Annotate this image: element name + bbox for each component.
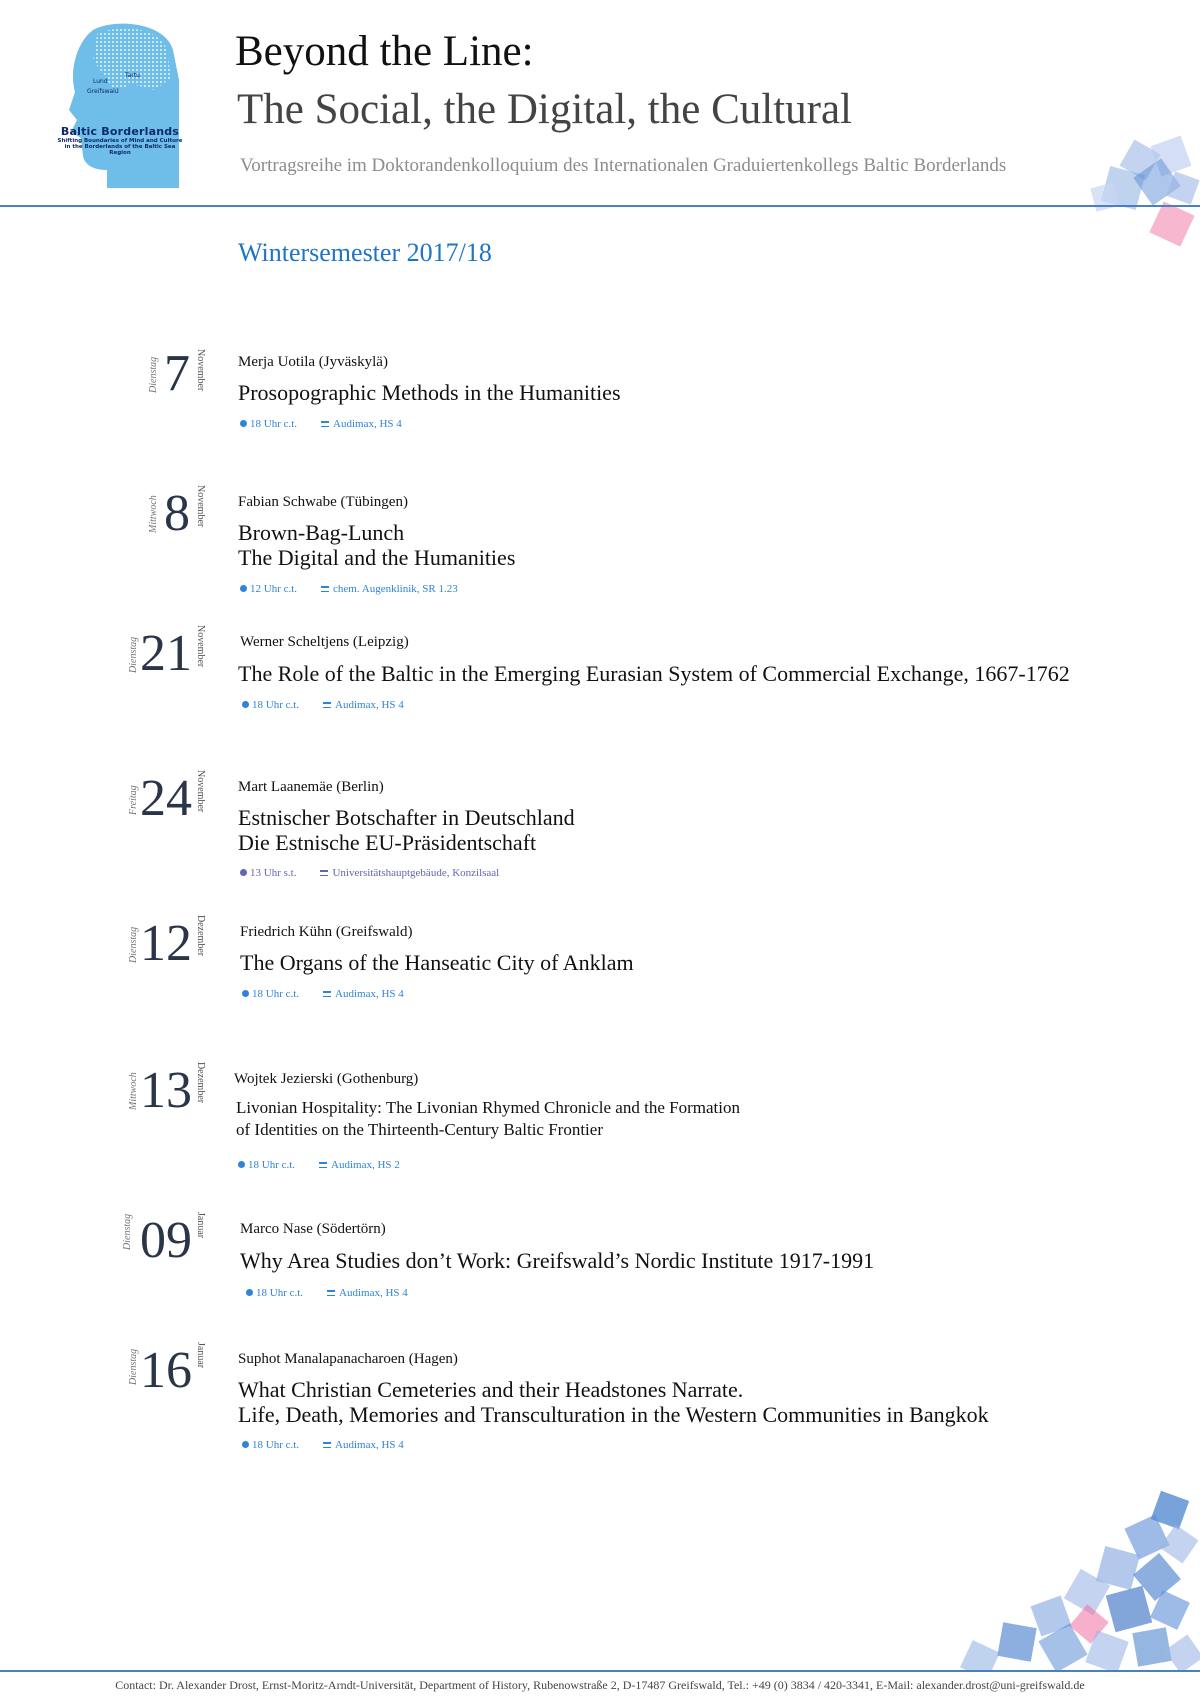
logo-city-greifswald: Greifswald [87,88,119,95]
clock-icon [240,869,247,876]
event-speaker: Fabian Schwabe (Tübingen) [238,494,408,510]
event-weekday: Dienstag [122,1213,133,1250]
event-weekday: Dienstag [148,356,159,393]
head-silhouette-icon [55,20,185,188]
event-weekday: Mittwoch [128,1072,139,1110]
clock-icon [246,1289,253,1296]
clock-icon [240,585,247,592]
building-icon [327,1290,335,1296]
semester-heading: Wintersemester 2017/18 [238,238,492,267]
building-icon [321,586,329,592]
event-meta [242,1439,404,1451]
footer-divider [0,1670,1200,1672]
logo-city-lund: Lund [93,78,108,85]
event-title-line: Die Estnische EU-Präsidentschaft [238,830,537,855]
event-weekday: Dienstag [128,636,139,673]
event-place: Audimax, HS 4 [339,1287,408,1299]
logo-tagline-2: in the Borderlands of the Baltic Sea Region [64,144,176,156]
event-meta [242,988,404,1000]
event-place: Universitätshauptgebäude, Konzilsaal [332,867,500,879]
page-title-line-2: The Social, the Digital, the Cultural [237,86,852,133]
event-title [238,1377,989,1427]
event-meta [238,1159,400,1171]
event-speaker: Suphot Manalapanacharoen (Hagen) [238,1351,458,1367]
footer-contact: Contact: Dr. Alexander Drost, Ernst-Moritz-Arndt-Universität, Department of History, Rubenowstraße 2, D-17487 Greifswald, Tel.: +49 (0) 3834 / 420-3341, E-Mail: alexander.drost@uni-greifswald.de [115,1678,1085,1692]
event-title-line: Estnischer Botschafter in Deutschland [238,805,575,830]
event-day: 24 [140,770,192,827]
event-title [236,1097,740,1141]
clock-icon [242,1441,249,1448]
event-title-line: Why Area Studies don’t Work: Greifswald’s Nordic Institute 1917-1991 [240,1248,875,1273]
page-title-line-1: Beyond the Line: [235,28,534,75]
event-meta [240,867,499,879]
event-meta [240,583,458,595]
event-title [240,950,634,975]
event-speaker: Merja Uotila (Jyväskylä) [238,354,388,370]
logo-title: Baltic Borderlands [60,125,180,138]
clock-icon [242,701,249,708]
event-place: Audimax, HS 4 [335,988,404,1000]
event-meta [240,418,402,430]
event-title [238,805,575,855]
building-icon [319,1162,327,1168]
building-icon [323,991,331,997]
event-meta [242,699,404,711]
event-title-line: Livonian Hospitality: The Livonian Rhymed Chronicle and the Formation [236,1098,740,1117]
event-month: Januar [195,1212,206,1239]
event-day: 16 [140,1342,192,1399]
event-title-line: Prosopographic Methods in the Humanities [238,380,621,405]
event-title-line: of Identities on the Thirteenth-Century Baltic Frontier [236,1120,603,1139]
event-day: 12 [140,915,192,972]
event-month: November [195,770,206,813]
header-divider [0,205,1200,207]
event-place: Audimax, HS 4 [333,418,402,430]
event-title-line: The Digital and the Humanities [238,545,516,570]
logo-city-tartu: Tartu [125,72,140,79]
event-time: 18 Uhr c.t. [256,1287,304,1299]
event-day: 7 [164,345,190,402]
event-speaker: Marco Nase (Södertörn) [240,1221,386,1237]
event-title-line: What Christian Cemeteries and their Headstones Narrate. [238,1377,744,1402]
logo-text [55,125,185,156]
event-place: Audimax, HS 4 [335,699,404,711]
event-place: Audimax, HS 2 [331,1159,400,1171]
event-speaker: Werner Scheltjens (Leipzig) [240,634,409,650]
event-month: Januar [195,1342,206,1369]
event-time: 18 Uhr c.t. [252,988,300,1000]
event-title [238,661,1070,686]
building-icon [323,702,331,708]
clock-icon [240,420,247,427]
event-month: Dezember [195,1062,206,1104]
event-time: 13 Uhr s.t. [250,867,297,879]
event-weekday: Freitag [128,785,139,815]
building-icon [320,870,328,876]
decorative-squares-bottom [960,1490,1200,1670]
event-day: 13 [140,1062,192,1119]
logo-tagline-1: Shifting Boundaries of Mind and Culture [57,138,183,144]
event-weekday: Dienstag [128,926,139,963]
event-month: Dezember [195,915,206,957]
event-title-line: The Role of the Baltic in the Emerging Eurasian System of Commercial Exchange, 1667-1762 [238,661,1070,686]
event-weekday: Mittwoch [148,495,159,533]
event-title [240,1248,874,1273]
event-title-line: Life, Death, Memories and Transculturation in the Western Communities in Bangkok [238,1402,989,1427]
event-time: 18 Uhr c.t. [252,1439,300,1451]
event-meta [246,1287,408,1299]
event-month: November [195,349,206,392]
page-subtitle: Vortragsreihe im Doktorandenkolloquium des Internationalen Graduiertenkollegs Baltic Borderlands [240,155,1007,176]
event-time: 12 Uhr c.t. [250,583,298,595]
event-day: 21 [140,625,192,682]
event-place: Audimax, HS 4 [335,1439,404,1451]
clock-icon [242,990,249,997]
event-title [238,520,515,570]
event-speaker: Wojtek Jezierski (Gothenburg) [234,1071,419,1087]
event-month: November [195,485,206,528]
event-time: 18 Uhr c.t. [250,418,298,430]
event-speaker: Friedrich Kühn (Greifswald) [240,924,413,940]
event-time: 18 Uhr c.t. [248,1159,296,1171]
event-weekday: Dienstag [128,1348,139,1385]
event-title-line: The Organs of the Hanseatic City of Anklam [240,950,634,975]
building-icon [321,421,329,427]
event-title [238,380,621,405]
baltic-borderlands-logo [55,20,185,188]
event-month: November [195,625,206,668]
event-speaker: Mart Laanemäe (Berlin) [238,779,384,795]
event-title-line: Brown-Bag-Lunch [238,520,405,545]
event-day: 8 [164,485,190,542]
clock-icon [238,1161,245,1168]
event-place: chem. Augenklinik, SR 1.23 [333,583,458,595]
event-time: 18 Uhr c.t. [252,699,300,711]
building-icon [323,1442,331,1448]
event-day: 09 [140,1212,192,1269]
decorative-squares-top [1085,135,1200,255]
